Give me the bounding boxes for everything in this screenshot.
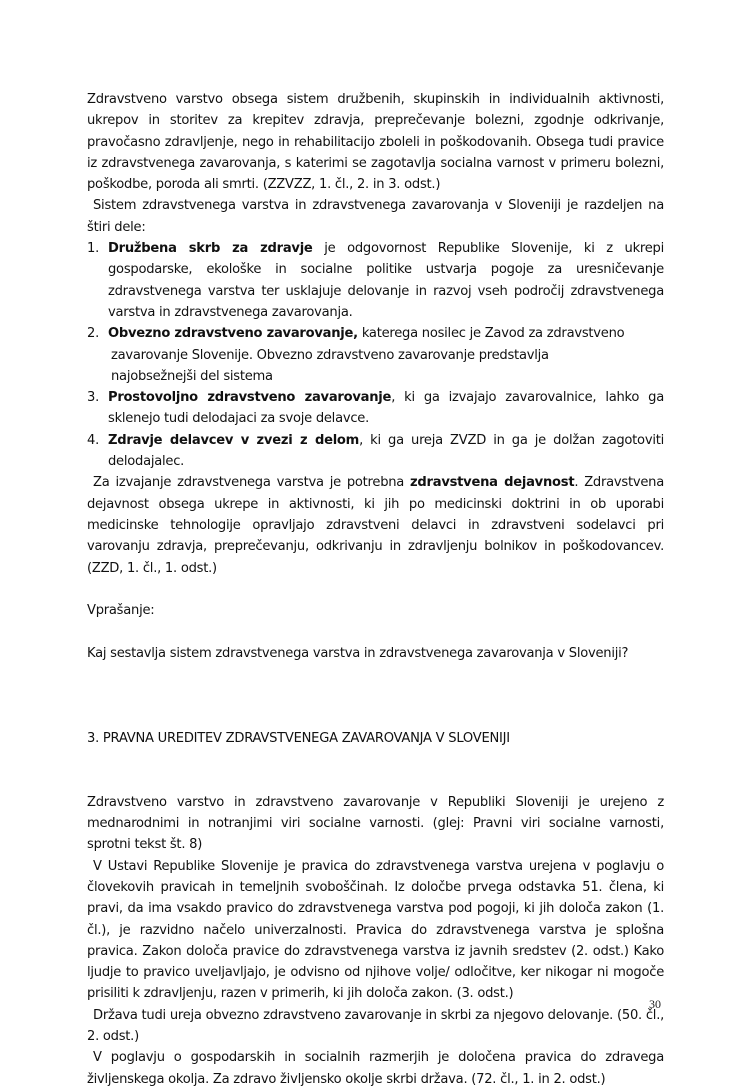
list-number: 4. bbox=[87, 432, 99, 448]
page-number: 30 bbox=[649, 997, 661, 1011]
list-item-text: je odgovornost Republike Slovenije, ki z ukrepi gospodarske, ekološke in socialne politike ustvarja pogoje za uresničevanje zdravstvenega varstva ter usklajuje delovanje in razvoj vseh področij zdravstvenega varstva in zdravstvenega zavarovanja. bbox=[108, 241, 665, 320]
system-parts-list bbox=[87, 238, 664, 472]
intro-paragraph: Zdravstveno varstvo obsega sistem družbenih, skupinskih in individualnih aktivnosti, ukrepov in storitev za krepitev zdravja, preprečevanje bolezni, zgodnje odkrivanje, pravočasno zdravljenje, nego in rehabilitacijo zboleli in poškodovanih. Obsega tudi pravice iz zdravstvenega zavarovanja, s katerimi se zagotavlja socialna varnost v primeru bolezni, poškodbe, poroda ali smrti. (ZZVZZ, 1. čl., 2. in 3. odst.) bbox=[87, 92, 664, 193]
spacer bbox=[87, 749, 664, 770]
list-item-text: katerega nosilec je Zavod za zdravstveno bbox=[357, 326, 625, 342]
list-item bbox=[87, 387, 664, 430]
list-item-term: Obvezno zdravstveno zavarovanje, bbox=[108, 326, 358, 342]
list-number: 2. bbox=[87, 326, 99, 342]
spacer bbox=[87, 664, 664, 685]
state-insurance-paragraph: Država tudi ureja obvezno zdravstveno zavarovanje in skrbi za njegovo delovanje. (50. čl., 2. odst.) bbox=[87, 1007, 665, 1045]
document-page bbox=[87, 89, 664, 1090]
spacer bbox=[87, 621, 664, 642]
system-parts-intro: Sistem zdravstvenega varstva in zdravstvenega zavarovanja v Sloveniji je razdeljen na štiri dele: bbox=[87, 198, 664, 235]
list-item-term: Družbena skrb za zdravje bbox=[108, 241, 313, 257]
list-number: 3. bbox=[87, 390, 99, 406]
list-item-text-continued: zavarovanje Slovenije. Obvezno zdravstveno zavarovanje predstavlja bbox=[111, 347, 549, 363]
paragraph-emphasis: zdravstvena dejavnost bbox=[410, 475, 575, 491]
list-item bbox=[87, 238, 664, 323]
list-number: 1. bbox=[87, 241, 99, 257]
environment-paragraph: V poglavju o gospodarskih in socialnih razmerjih je določena pravica do zdravega življenskega okolja. Za zdravo življensko okolje skrbi država. (72. čl., 1. in 2. odst.) bbox=[87, 1050, 664, 1087]
health-activity-paragraph bbox=[87, 472, 664, 578]
section-heading: 3. PRAVNA UREDITEV ZDRAVSTVENEGA ZAVAROVANJA V SLOVENIJI bbox=[87, 730, 510, 746]
question-label: Vprašanje: bbox=[87, 603, 155, 619]
spacer bbox=[87, 579, 664, 600]
list-item-text: , ki ga ureja ZVZD in ga je dolžan zagotoviti delodajalec. bbox=[108, 432, 664, 470]
paragraph-text: Za izvajanje zdravstvenega varstva je potrebna bbox=[93, 475, 411, 491]
constitution-paragraph: V Ustavi Republike Slovenije je pravica do zdravstvenega varstva urejena v poglavju o človekovih pravicah in temeljnih svoboščinah. Iz določbe prvega odstavka 51. člena, ki pravi, da ima vsakdo pravico do zdravstvenega varstva pod pogoji, ki jih določa zakon (1. čl.), je razvidno načelo univerzalnosti. Pravica do zdravstvenega varstva je splošna pravica. Zakon določa pravice do zdravstvenega varstva iz javnih sredstev (2. odst.) Kako ljudje to pravico uveljavljajo, je odvisno od njihove volje/ odločitve, ker nikogar ni mogoče prisiliti k zdravljenju, razen v primerih, ki jih določa zakon. (3. odst.) bbox=[87, 858, 664, 1002]
spacer bbox=[87, 771, 664, 792]
list-item bbox=[87, 323, 664, 387]
list-item bbox=[87, 430, 664, 473]
list-item-text-continued: najobsežnejši del sistema bbox=[111, 368, 273, 384]
legal-sources-paragraph: Zdravstveno varstvo in zdravstveno zavarovanje v Republiki Sloveniji je urejeno z mednarodnimi in notranjimi viri socialne varnosti. (glej: Pravni viri socialne varnosti, sprotni tekst št. 8) bbox=[87, 794, 664, 853]
list-item-term: Prostovoljno zdravstveno zavarovanje bbox=[108, 390, 392, 406]
spacer bbox=[87, 707, 664, 728]
spacer bbox=[87, 685, 664, 706]
question-text: Kaj sestavlja sistem zdravstvenega varstva in zdravstvenega zavarovanja v Sloveniji? bbox=[87, 645, 629, 661]
list-item-term: Zdravje delavcev v zvezi z delom bbox=[108, 432, 360, 448]
list-item-text: , ki ga izvajajo zavarovalnice, lahko ga sklenejo tudi delodajaci za svoje delavce. bbox=[108, 390, 664, 427]
paragraph-text: . Zdravstvena dejavnost obsega ukrepe in aktivnosti, ki jih po medicinski doktrini in ob uporabi medicinske tehnologije opravljajo zdravstveni delavci in zdravstveni sodelavci pri varovanju zdravja, preprečevanju, odkrivanju in zdravljenju bolnikov in poškodovancev. (ZZD, 1. čl., 1. odst.) bbox=[87, 475, 664, 576]
